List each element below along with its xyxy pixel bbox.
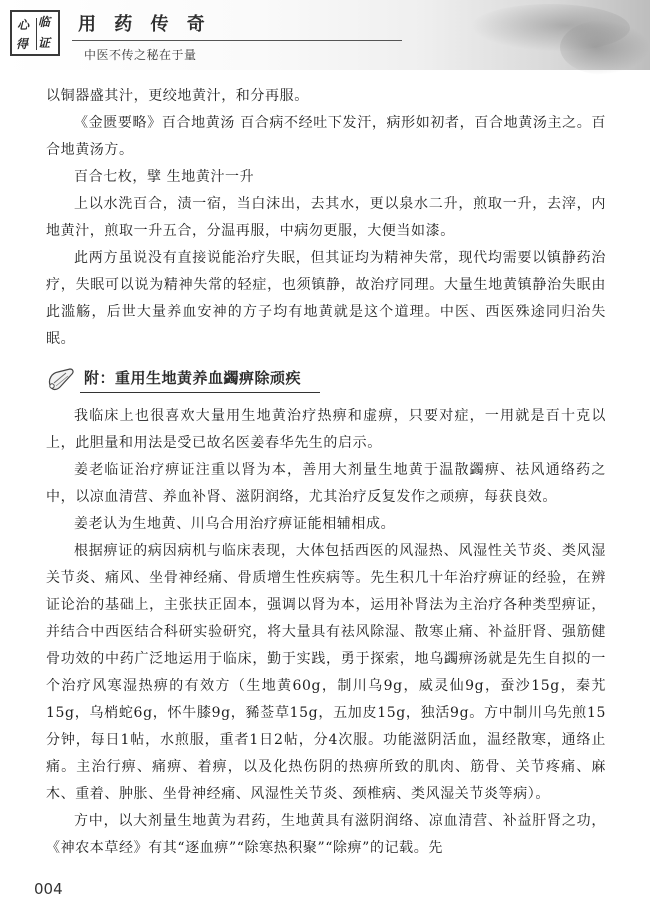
body-paragraph: 《金匮要略》百合地黄汤 百合病不经吐下发汗，病形如初者，百合地黄汤主之。百合地黄汤方。 bbox=[46, 115, 606, 158]
series-logo bbox=[10, 10, 60, 56]
body-paragraph: 上以水洗百合，渍一宿，当白沫出，去其水，更以泉水二升，煎取一升，去滓，内地黄汁，煎取一升五合，分温再服，中病勿更服，大便当如漆。 bbox=[46, 196, 606, 239]
scroll-icon bbox=[46, 365, 76, 393]
page-header bbox=[0, 0, 650, 78]
book-subtitle: 中医不传之秘在于量 bbox=[84, 48, 197, 62]
body-paragraph: 方中，以大剂量生地黄为君药，生地黄具有滋阴润络、凉血清营、补益肝肾之功，《神农本草经》有其“逐血痹”“除寒热积聚”“除痹”的记载。先 bbox=[46, 813, 606, 856]
body-paragraph: 姜老认为生地黄、川乌合用治疗痹证能相辅相成。 bbox=[74, 516, 396, 532]
section-heading bbox=[46, 361, 606, 397]
body-paragraph: 以铜器盛其汁，更绞地黄汁，和分再服。 bbox=[46, 88, 309, 104]
logo-char: 心 bbox=[17, 18, 30, 32]
logo-char: 得 bbox=[16, 37, 29, 51]
ink-wash-decoration bbox=[560, 20, 650, 75]
body-paragraph: 我临床上也很喜欢大量用生地黄治疗热痹和虚痹，只要对症，一用就是百十克以上，此胆量和用法是受已故名医姜春华先生的启示。 bbox=[46, 408, 606, 451]
header-divider bbox=[72, 40, 402, 41]
body-paragraph: 此两方虽说没有直接说能治疗失眠，但其证均为精神失常，现代均需要以镇静药治疗，失眠可以说为精神失常的轻症，也须镇静，故治疗同理。大量生地黄镇静治失眠由此滥觞，后世大量养血安神的方子均有地黄就是这个道理。中医、西医殊途同归治失眠。 bbox=[46, 250, 606, 347]
page-body bbox=[46, 83, 606, 862]
book-title: 用 药 传 奇 bbox=[78, 14, 211, 35]
body-paragraph: 百合七枚，擘 生地黄汁一升 bbox=[74, 169, 255, 185]
logo-char: 证 bbox=[38, 36, 51, 50]
section-title: 附：重用生地黄养血蠲痹除顽疾 bbox=[84, 369, 302, 387]
logo-char: 临 bbox=[38, 15, 51, 29]
logo-divider bbox=[36, 18, 37, 50]
section-underline bbox=[80, 392, 320, 393]
page-number: 004 bbox=[34, 880, 63, 898]
body-paragraph: 姜老临证治疗痹证注重以肾为本，善用大剂量生地黄于温散蠲痹、祛风通络药之中，以凉血清营、养血补肾、滋阴润络，尤其治疗反复发作之顽痹，每获良效。 bbox=[46, 462, 606, 505]
body-paragraph: 根据痹证的病因病机与临床表现，大体包括西医的风湿热、风湿性关节炎、类风湿关节炎、痛风、坐骨神经痛、骨质增生性疾病等。先生积几十年治疗痹证的经验，在辨证论治的基础上，主张扶正固本，强调以肾为本，运用补肾法为主治疗各种类型痹证，并结合中西医结合科研实验研究，将大量具有祛风除湿、散寒止痛、补益肝肾、强筋健骨功效的中药广泛地运用于临床，勤于实践，勇于探索，地乌蠲痹汤就是先生自拟的一个治疗风寒湿热痹的有效方（生地黄60g，制川乌9g，威灵仙9g，蚕沙15g，秦艽15g，乌梢蛇6g，怀牛膝9g，豨莶草15g，五加皮15g，独活9g。方中制川乌先煎15分钟，每日1帖，水煎服，重者1日2帖，分4次服。功能滋阴活血，温经散寒，通络止痛。主治行痹、痛痹、着痹，以及化热伤阴的热痹所致的肌肉、筋骨、关节疼痛、麻木、重着、肿胀、坐骨神经痛、风湿性关节炎、颈椎病、类风湿关节炎等病）。 bbox=[46, 543, 606, 802]
